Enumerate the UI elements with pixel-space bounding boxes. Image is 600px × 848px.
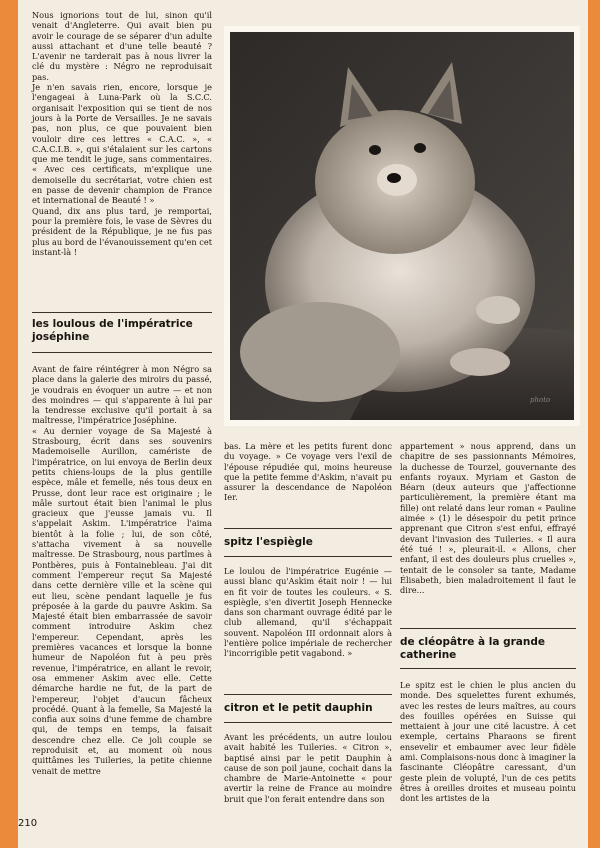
section-heading-citron: citron et le petit dauphin <box>224 702 373 714</box>
col2-top-text: bas. La mère et les petits furent donc du voyage. » Ce voyage vers l'exil de l'épouse répudiée qui, moins heureuse que la petite femme d'Askim, n'avait pu assurer la descendance de Napoléon Ier. <box>224 441 392 503</box>
magazine-page <box>18 0 588 848</box>
divider <box>32 312 212 313</box>
intro-paragraph: Nous ignorions tout de lui, sinon qu'il venait d'Angleterre. Qui avait bien pu avoir le courage de se séparer d'un adulte aussi attachant et d'une telle beauté ? L'avenir ne tarderait pas à nous livrer la clé du mystère : Négro ne reproduisait pas. <box>32 10 212 82</box>
divider <box>224 528 392 529</box>
spitz-dog-photo <box>230 32 574 420</box>
intro-paragraph: Quand, dix ans plus tard, je remportai, pour la première fois, le vase de Sèvres du président de la République, je ne fus pas plus au bord de l'évanouissement qu'en cet instant-là ! <box>32 205 212 257</box>
spitz-text: Le loulou de l'impératrice Eugénie — aussi blanc qu'Askim était noir ! — lui en fit voir de toutes les couleurs. « S. espiègle, s'en divertit Joseph Hennecke dans son charmant ouvrage édité par le club allemand, qu'il s'échappait souvent. Napoléon III ordonnait alors à l'entière police impériale de rechercher l'incorrigible petit vagabond. » <box>224 566 392 659</box>
divider <box>400 668 576 669</box>
divider <box>224 556 392 557</box>
dog-photo-frame <box>224 26 580 426</box>
citron-text: Avant les précédents, un autre loulou avait habité les Tuileries. « Citron », baptisé ainsi par le petit Dauphin à cause de son poil jaune, cochait dans la chambre de Marie-Antoinette « pour avertir la reine de France au moindre bruit que l'on ferait entendre dans son <box>224 732 392 804</box>
section-heading-cleopatre: de cléopâtre à la grande catherine <box>400 636 546 661</box>
svg-text:photo: photo <box>530 396 551 404</box>
section-heading-spitz: spitz l'espiègle <box>224 536 313 548</box>
divider <box>224 722 392 723</box>
section-paragraph: Avant de faire réintégrer à mon Négro sa place dans la galerie des miroirs du passé, je voudrais en évoquer un autre — et non des moindres — qui s'apparente à lui par la tendresse exclusive qu'il portait à sa maîtresse, l'impératrice Joséphine. <box>32 364 212 426</box>
divider <box>224 694 392 695</box>
section-heading-josephine: les loulous de l'impératrice joséphine <box>32 318 193 343</box>
page-number: 210 <box>18 818 38 829</box>
col3-top-text: appartement » nous apprend, dans un chapitre de ses passionnants Mémoires, la duchesse de Tourzel, gouvernante des enfants royaux. Myriam et Gaston de Béarn (deux auteurs que j'affectionne particulièrement, la première étant ma fille) ont relaté dans leur roman « Pauline aimée » (1) le désespoir du petit prince apprenant que Citron s'est enfui, effrayé devant l'invasion des Tuileries. « Il aura été tué ! », pleurait-il. « Allons, cher enfant, il est des douleurs plus cruelles », tentait de le consoler sa tante, Madame Élisabeth, bien maladroitement il faut le dire... <box>400 441 576 596</box>
section-paragraph: « Au dernier voyage de Sa Majesté à Strasbourg, écrit dans ses souvenirs Mademoiselle Aurillon, camériste de l'impératrice, on lui envoya de Berlin deux petits chiens-loups de la plus gentille espèce, mâle et femelle, nés tous deux en Prusse, dont leur race est originaire ; le mâle surtout était bien l'animal le plus gracieux que j'eusse jamais vu. Il s'appelait Askim. L'impératrice l'aima bientôt à la folie ; lui, de son côté, s'attacha vivement à sa nouvelle maîtresse. De Strasbourg, nous partîmes à Pontbères, puis à Fontainebleau. J'ai dit comment l'empereur reçut Sa Majesté dans cette dernière ville et la scène qui eut lieu, scène pendant laquelle je fus préposée à la garde du pauvre Askim. Sa Majesté était bien embarrassée de savoir comment introduire Askim chez l'empereur. Cependant, après les premières vacances et lorsque la bonne humeur de Napoléon fut à peu près revenue, l'impératrice, en allant le revoir, osa emmener Askim avec elle. Cette démarche hardie ne fut, de la part de l'empereur, l'objet d'aucun fâcheux procédé. Quant à la femelle, Sa Majesté la confia aux soins d'une femme de chambre qui, de temps en temps, la faisait descendre chez elle. Ce joli couple se reproduisit et, au moment où nous quittâmes les Tuileries, la petite chienne venait de mettre <box>32 425 212 776</box>
divider <box>32 352 212 353</box>
intro-text <box>32 10 212 257</box>
divider <box>400 628 576 629</box>
intro-paragraph: Je n'en savais rien, encore, lorsque je l'engageai à Luna-Park où la S.C.C. organisait l'exposition qui se tient de nos jours à la Porte de Versailles. Je ne savais pas, non plus, ce que pouvaient bien vouloir dire ces lettres « C.A.C. », « C.A.C.I.B. », qui s'étalaient sur les cartons que me tendit le juge, sans commentaires. « Avec ces certificats, m'explique une demoiselle du secrétariat, votre chien est en passe de devenir champion de France et international de Beauté ! » <box>32 82 212 206</box>
josephine-text <box>32 364 212 776</box>
cleopatre-text: Le spitz est le chien le plus ancien du monde. Des squelettes furent exhumés, avec les restes de leurs maîtres, au cours des fouilles opérées en Suisse qui mettaient à jour une cité lacustre. À cet exemple, certains Pharaons se firent ensevelir et embaumer avec leur fidèle ami. Complaisons-nous donc à imaginer la fascinante Cléopâtre caressant, d'un geste plein de volupté, l'un de ces petits êtres à oreilles droites et museau pointu dont les artistes de la <box>400 680 576 804</box>
